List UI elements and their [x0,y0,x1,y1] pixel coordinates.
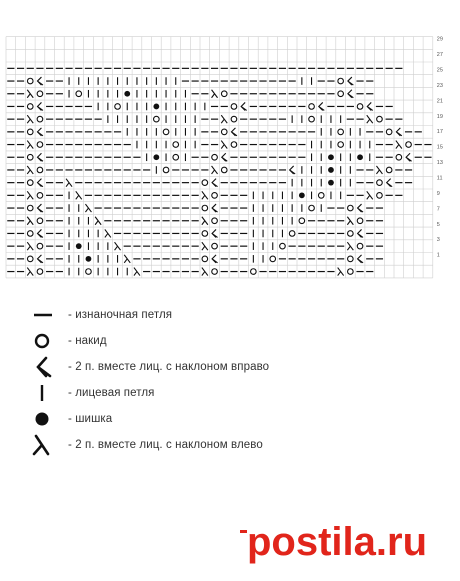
vertical-bar-icon [30,381,60,405]
legend-text-bobble: - шишка [68,413,113,425]
k2tog-right [212,179,218,187]
k2tog-left [367,191,373,199]
k2tog-right [358,255,364,263]
yarn-over [357,104,363,110]
yarn-over [212,154,218,160]
row-number: 9 [436,190,440,197]
bobble [328,180,334,186]
yarn-over [309,205,315,211]
k2tog-left [367,115,373,123]
bobble [76,243,82,249]
k2tog-left [347,242,353,250]
k2tog-right [358,229,364,237]
bobble [124,91,130,97]
k2tog-left [27,191,33,199]
yarn-over [202,231,208,237]
yarn-over [221,91,227,97]
row-number: 25 [436,67,443,74]
row-number: 7 [436,206,440,213]
yarn-over [154,116,160,122]
bobble [299,192,305,198]
k2tog-right [37,102,43,110]
row-number: 5 [436,221,440,228]
legend-item [10,302,410,328]
row-number: 17 [436,129,443,136]
k2tog-right [396,128,402,136]
yarn-over [348,269,354,275]
yarn-over [163,167,169,173]
row-number: 15 [436,144,443,151]
yarn-over [202,180,208,186]
yarn-over [76,91,82,97]
k2tog-left [76,191,82,199]
k2tog-right [212,255,218,263]
yarn-over [212,243,218,249]
row-numbers [437,37,443,259]
k2tog-right [212,204,218,212]
bobble [357,154,363,160]
k2tog-left [27,217,33,225]
yarn-over [270,256,276,262]
k2tog-left [202,191,208,199]
row-number: 29 [436,36,443,43]
k2tog-right [222,153,228,161]
yarn-over [357,218,363,224]
yarn-over [396,154,402,160]
k2tog-right [241,102,247,110]
yarn-over [357,243,363,249]
circle-icon [30,329,60,353]
yarn-over [221,167,227,173]
k2tog-left [134,268,140,276]
yarn-over [37,167,43,173]
k2tog-right [406,153,412,161]
yarn-over [338,129,344,135]
yarn-over [27,231,33,237]
k2tog-left [202,217,208,225]
k2tog-left [221,141,227,149]
row-number: 19 [436,113,443,120]
yarn-over [289,231,295,237]
yarn-over [348,231,354,237]
yarn-over [27,104,33,110]
yarn-over [309,116,315,122]
yarn-over [212,193,218,199]
row-number: 11 [436,175,443,182]
k2tog-left [27,268,33,276]
row-number: 3 [436,237,440,244]
yarn-over [251,269,257,275]
yarn-over [309,104,315,110]
row-number: 27 [436,52,443,59]
k2tog-left [27,166,33,174]
k2tog-right [319,102,325,110]
k2tog-left [202,242,208,250]
yarn-over [377,193,383,199]
k2tog-right [290,166,296,174]
k2tog-left [27,90,33,98]
yarn-over [37,142,43,148]
k2tog-right [37,255,43,263]
row-number: 13 [436,160,443,167]
yarn-over [231,142,237,148]
yarn-over [37,116,43,122]
yarn-over [299,218,305,224]
yarn-over [173,142,179,148]
legend-item [10,380,410,406]
legend-item [10,406,410,432]
yarn-over [86,269,92,275]
yarn-over [318,193,324,199]
yarn-over [27,154,33,160]
k2tog-left [115,242,121,250]
k2tog-right [348,77,354,85]
k2tog-right [358,204,364,212]
yarn-over [37,243,43,249]
k2tog-left [212,90,218,98]
k2tog-left [27,242,33,250]
k2tog-right [37,77,43,85]
yarn-over [338,142,344,148]
row-number: 21 [436,98,443,105]
k2tog-right [231,128,237,136]
bobble [328,167,334,173]
k2tog-left [376,166,382,174]
yarn-over [338,78,344,84]
yarn-over [202,256,208,262]
bobble [86,256,92,262]
yarn-over [377,116,383,122]
k2tog-left [212,166,218,174]
yarn-over [386,167,392,173]
yarn-over [280,243,286,249]
yarn-over [231,104,237,110]
legend-text-k2tog-right: - 2 п. вместе лиц. с наклоном вправо [68,361,270,373]
yarn-over [37,218,43,224]
k2tog-left [27,115,33,123]
yarn-over [348,205,354,211]
k2tog-left [347,217,353,225]
yarn-over [163,129,169,135]
k2tog-left [396,141,402,149]
k2tog-left [221,115,227,123]
watermark-logo [0,500,460,576]
legend-text-k2tog-left: - 2 п. вместе лиц. с наклоном влево [68,439,263,451]
k2tog-right [37,229,43,237]
legend-text-purl: - изнаночная петля [68,309,173,321]
k2tog-right-icon [30,355,60,379]
chart-grid [0,0,460,290]
k2tog-right [212,229,218,237]
k2tog-left [202,268,208,276]
legend-text-yarn-over: - накид [68,335,107,347]
k2tog-right [37,204,43,212]
yarn-over [27,78,33,84]
yarn-over [37,91,43,97]
yarn-over [231,116,237,122]
yarn-over [27,129,33,135]
k2tog-right [387,179,393,187]
legend-item [10,432,410,458]
k2tog-left [95,217,101,225]
k2tog-right [37,153,43,161]
bobble [153,154,159,160]
k2tog-left [85,204,91,212]
k2tog-left [27,141,33,149]
yarn-over [37,193,43,199]
legend-item [10,328,410,354]
legend-item [10,354,410,380]
bobble [328,154,334,160]
k2tog-right [367,102,373,110]
yarn-over [173,154,179,160]
watermark-text: postila.ru [247,520,428,564]
k2tog-left [66,179,72,187]
legend-text-knit: - лицевая петля [68,387,155,399]
k2tog-right [37,179,43,187]
legend [10,302,410,458]
row-number: 1 [436,252,440,259]
dash-icon [30,303,60,327]
yarn-over [406,142,412,148]
k2tog-left [124,255,130,263]
k2tog-right [348,90,354,98]
yarn-over [348,256,354,262]
yarn-over [338,91,344,97]
yarn-over [202,205,208,211]
k2tog-left-icon [30,433,60,457]
yarn-over [212,218,218,224]
yarn-over [377,180,383,186]
yarn-over [27,180,33,186]
yarn-over [27,256,33,262]
bobble [153,104,159,110]
yarn-over [115,104,121,110]
row-number: 23 [436,82,443,89]
yarn-over [386,129,392,135]
k2tog-left [105,229,111,237]
yarn-over [212,269,218,275]
yarn-over [221,129,227,135]
yarn-over [37,269,43,275]
k2tog-left [338,268,344,276]
dot-icon [30,407,60,431]
yarn-over [27,205,33,211]
k2tog-right [37,128,43,136]
